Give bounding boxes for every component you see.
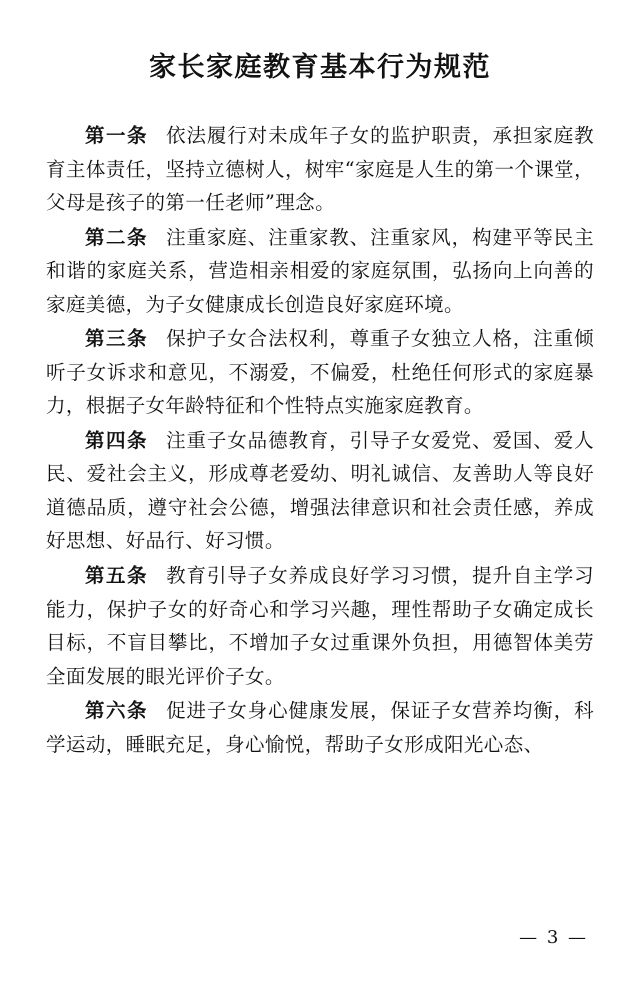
article-paragraph	[46, 559, 594, 693]
article-label: 第四条	[85, 428, 149, 452]
article-label: 第一条	[85, 124, 149, 148]
article-label: 第三条	[85, 327, 149, 351]
article-text: 注重家庭、注重家教、注重家风，构建平等民主和谐的家庭关系，营造相亲相爱的家庭氛围，弘扬向上向善的家庭美德，为子女健康成长创造良好家庭环境。	[46, 225, 594, 316]
article-text: 保护子女合法权利，尊重子女独立人格，注重倾听子女诉求和意见，不溺爱，不偏爱，杜绝任何形式的家庭暴力，根据子女年龄特征和个性特点实施家庭教育。	[46, 327, 594, 418]
article-paragraph	[46, 694, 594, 761]
page-title: 家长家庭教育基本行为规范	[149, 52, 491, 83]
article-text: 注重子女品德教育，引导子女爱党、爱国、爱人民、爱社会主义，形成尊老爱幼、明礼诚信、友善助人等良好道德品质，遵守社会公德，增强法律意识和社会责任感，养成好思想、好品行、好习惯。	[46, 428, 594, 553]
article-paragraph	[46, 424, 594, 558]
article-paragraph	[46, 322, 594, 423]
page-number: — 3 —	[519, 927, 588, 948]
article-paragraph	[46, 119, 594, 220]
article-paragraph	[46, 221, 594, 322]
article-text: 教育引导子女养成良好学习习惯，提升自主学习能力，保护子女的好奇心和学习兴趣，理性帮助子女确定成长目标，不盲目攀比，不增加子女过重课外负担，用德智体美劳全面发展的眼光评价子女。	[46, 564, 594, 688]
article-text: 促进子女身心健康发展，保证子女营养均衡，科学运动，睡眠充足，身心愉悦，帮助子女形成阳光心态、	[46, 699, 594, 756]
article-label: 第五条	[85, 564, 149, 587]
article-text: 依法履行对未成年子女的监护职责，承担家庭教育主体责任，坚持立德树人，树牢“家庭是人生的第一个课堂，父母是孩子的第一任老师”理念。	[46, 124, 594, 215]
article-label: 第六条	[85, 699, 149, 723]
article-label: 第二条	[85, 225, 149, 249]
